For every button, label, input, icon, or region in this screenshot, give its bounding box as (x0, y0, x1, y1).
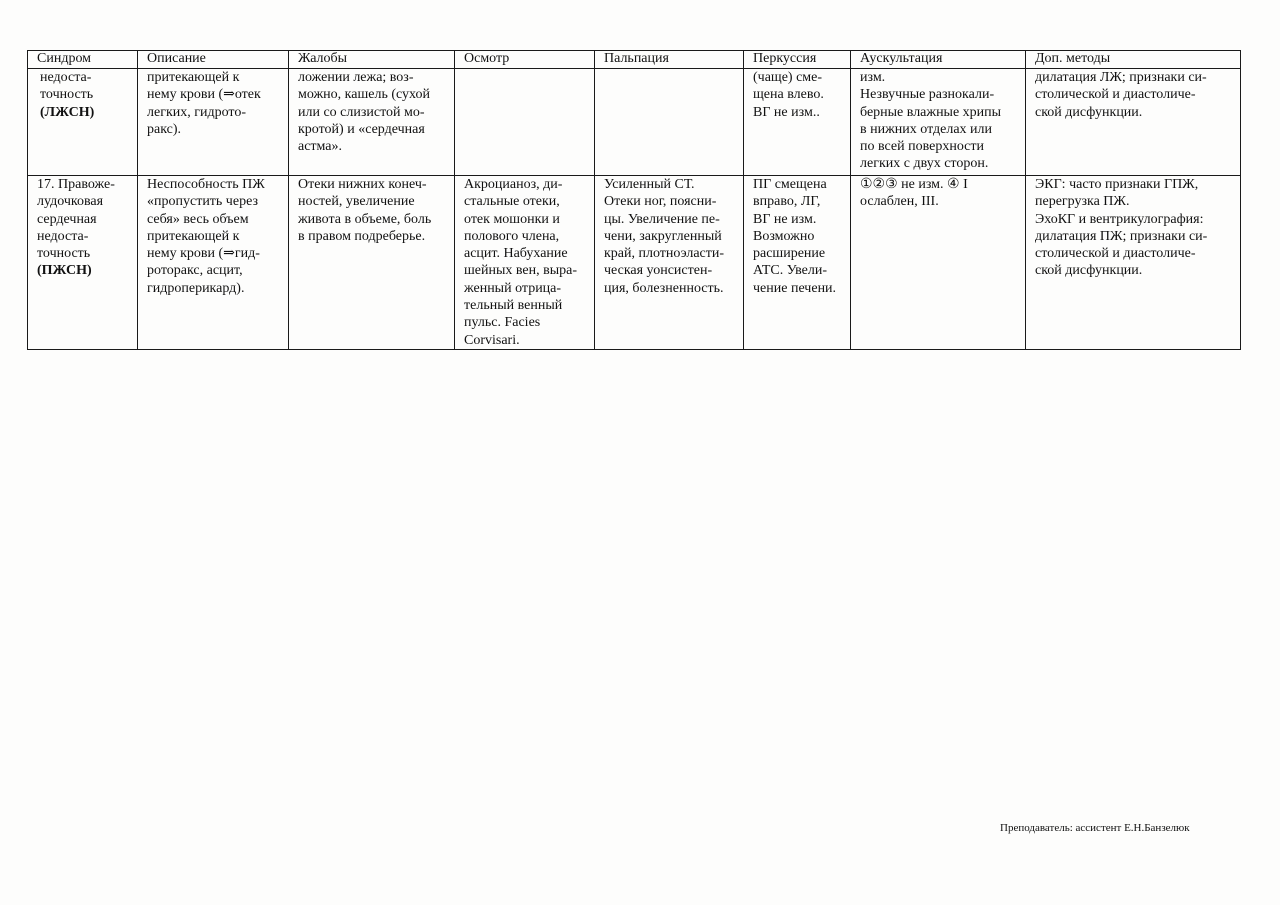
cell-description: Неспособность ПЖ «пропустить через себя» весь объем притекающей к нему крови (⇒гид- роторакс, асцит, гидроперикард). (138, 176, 289, 350)
header-syndrome: Синдром (28, 51, 138, 69)
cell-extra-methods: дилатация ЛЖ; признаки си- столической и диастоличе- ской дисфункции. (1026, 69, 1241, 176)
syndrome-abbreviation: (ПЖСН) (37, 263, 92, 279)
cell-percussion: (чаще) сме- щена влево. ВГ не изм.. (744, 69, 851, 176)
cell-syndrome (28, 69, 138, 176)
header-auscultation: Аускультация (851, 51, 1026, 69)
cell-complaints: Отеки нижних конеч- ностей, увеличение живота в объеме, боль в правом подреберье. (289, 176, 455, 350)
cell-inspection: Акроцианоз, ди- стальные отеки, отек мошонки и полового члена, асцит. Набухание шейных вен, выра- женный отрица- тельный венный пульс. Facies Corvisari. (455, 176, 595, 350)
cell-auscultation: изм. Незвучные разнокали- берные влажные хрипы в нижних отделах или по всей поверхности легких с двух сторон. (851, 69, 1026, 176)
cell-description: притекающей к нему крови (⇒отек легких, гидрото- ракс). (138, 69, 289, 176)
header-description: Описание (138, 51, 289, 69)
table-row-rv-failure (28, 176, 1241, 350)
cell-extra-methods: ЭКГ: часто признаки ГПЖ, перегрузка ПЖ. ЭхоКГ и вентрикулография: дилатация ПЖ; признаки си- столической и диастоличе- ской дисфункции. (1026, 176, 1241, 350)
syndrome-abbreviation: (ЛЖСН) (40, 104, 95, 120)
header-inspection: Осмотр (455, 51, 595, 69)
cell-auscultation: ①②③ не изм. ④ I ослаблен, III. (851, 176, 1026, 350)
cell-palpation (595, 69, 744, 176)
syndrome-text: 17. Правоже- лудочковая сердечная недоста- точность (37, 177, 115, 262)
teacher-signature-line: Преподаватель: ассистент Е.Н.Банзелюк (1000, 822, 1190, 834)
cell-palpation: Усиленный СТ. Отеки ног, поясни- цы. Увеличение пе- чени, закругленный край, плотноэласти- ческая уонсистен- ция, болезненность. (595, 176, 744, 350)
syndrome-text: недоста- точность (40, 70, 94, 103)
cell-percussion: ПГ смещена вправо, ЛГ, ВГ не изм. Возможно расширение АТС. Увели- чение печени. (744, 176, 851, 350)
cell-complaints: ложении лежа; воз- можно, кашель (сухой или со слизистой мо- кротой) и «сердечная астма». (289, 69, 455, 176)
table-row-lv-failure (28, 69, 1241, 176)
syndrome-table (27, 50, 1241, 350)
cell-syndrome (28, 176, 138, 350)
header-extra-methods: Доп. методы (1026, 51, 1241, 69)
header-palpation: Пальпация (595, 51, 744, 69)
table-header-row (28, 51, 1241, 69)
header-complaints: Жалобы (289, 51, 455, 69)
cell-inspection (455, 69, 595, 176)
header-percussion: Перкуссия (744, 51, 851, 69)
